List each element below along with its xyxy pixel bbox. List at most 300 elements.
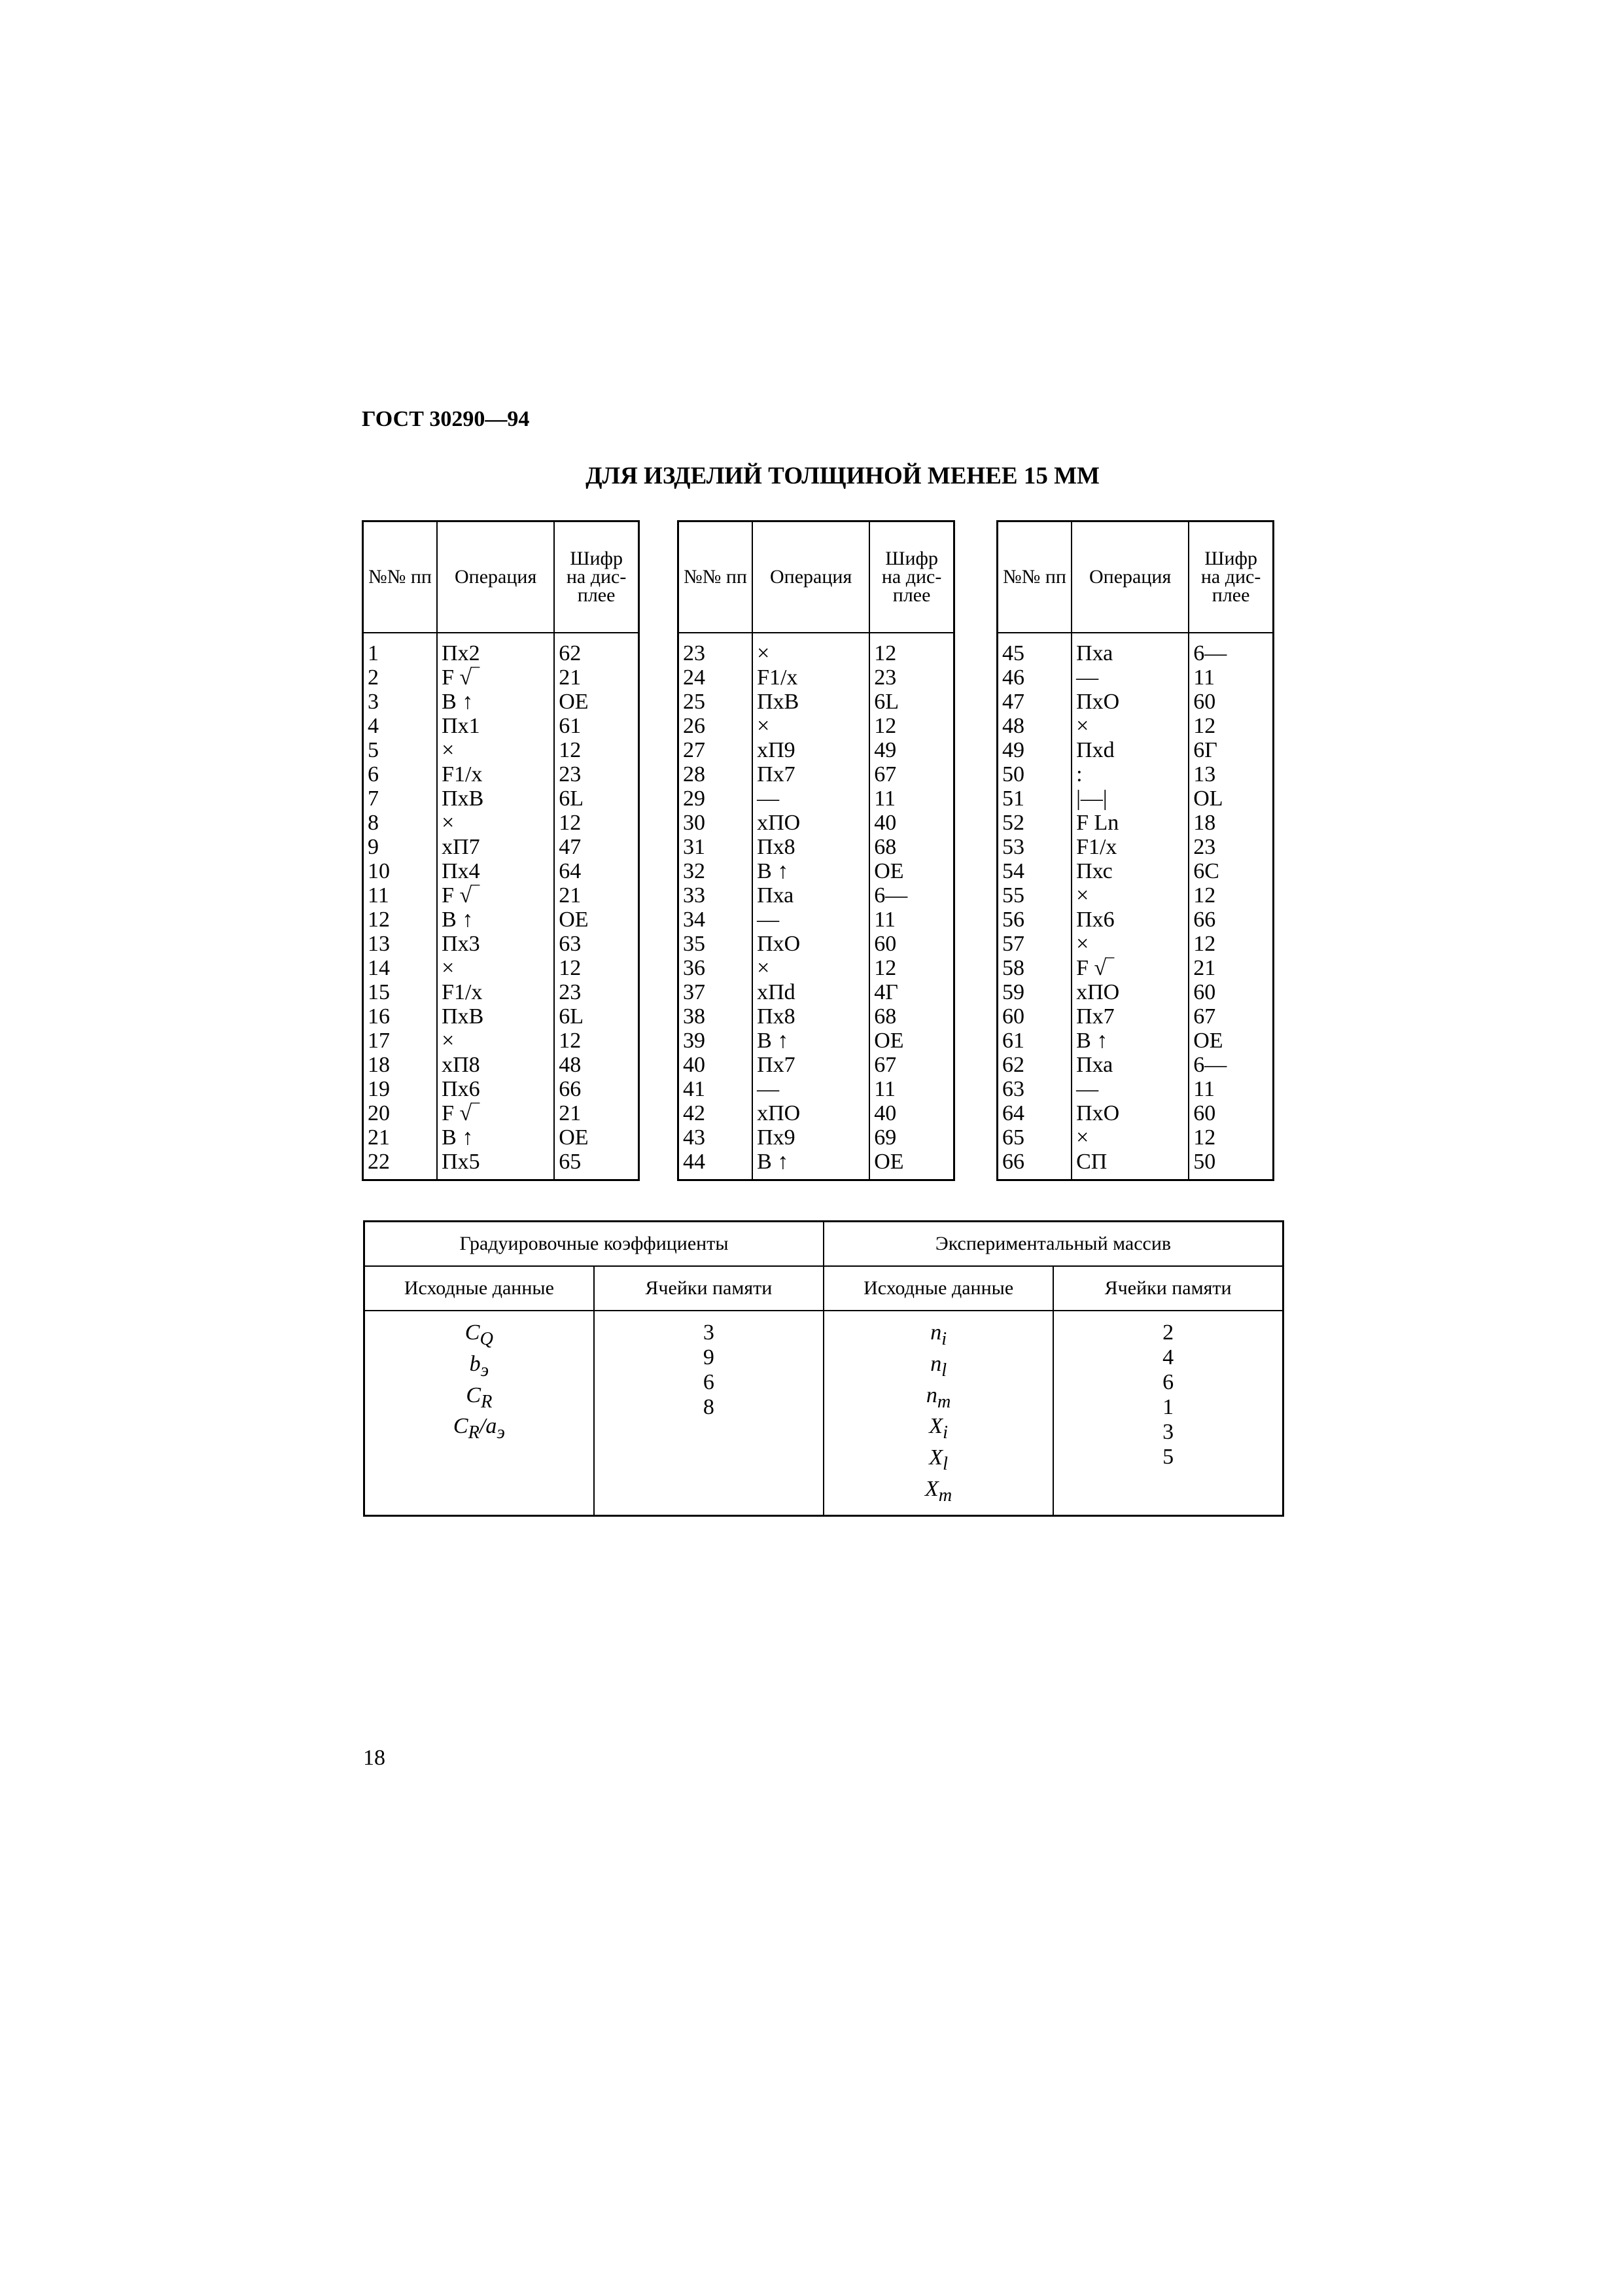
display-code: 12 <box>1189 932 1273 956</box>
operation: Пх7 <box>1072 1004 1189 1029</box>
table-row <box>998 1077 1274 1101</box>
table-row <box>363 932 639 956</box>
operation: Пха <box>752 883 869 908</box>
step-number: 56 <box>1002 908 1024 932</box>
table-row <box>363 1077 639 1101</box>
table-row <box>998 835 1274 859</box>
display-code: 12 <box>554 956 638 980</box>
display-code: 67 <box>1189 1004 1273 1029</box>
display-code: 21 <box>554 665 638 690</box>
table-row <box>363 859 639 883</box>
display-code: 66 <box>554 1077 638 1101</box>
operation: Пх9 <box>752 1125 869 1150</box>
display-code: ОЕ <box>554 690 638 714</box>
operation: Пх8 <box>752 835 869 859</box>
table-row <box>998 956 1274 980</box>
step-number: 8 <box>368 811 379 835</box>
coefficient-table <box>363 1220 1284 1517</box>
memory-cell: 8 <box>703 1395 714 1419</box>
operation: × <box>1072 932 1189 956</box>
display-code: 6L <box>554 786 638 811</box>
operation: × <box>752 633 869 665</box>
display-code: 49 <box>869 738 954 762</box>
step-number: 6 <box>368 762 379 786</box>
step-number: 61 <box>1002 1029 1024 1053</box>
table-row <box>678 1053 954 1077</box>
table-row <box>363 1150 639 1180</box>
operation: × <box>437 811 554 835</box>
display-code: 6— <box>1189 1053 1273 1077</box>
subheader-memory-cells: Ячейки памяти <box>594 1266 824 1311</box>
table-row <box>998 859 1274 883</box>
table-row <box>363 835 639 859</box>
experimental-cells <box>1053 1311 1283 1515</box>
operation: F Ln <box>1072 811 1189 835</box>
operation: — <box>1072 665 1189 690</box>
table-row <box>998 1004 1274 1029</box>
memory-cell: 6 <box>703 1370 714 1394</box>
display-code: ОЕ <box>554 908 638 932</box>
table-row <box>678 1101 954 1125</box>
operation: хП7 <box>437 835 554 859</box>
step-number: 39 <box>683 1029 705 1053</box>
table-row <box>363 738 639 762</box>
operation: В ↑ <box>437 690 554 714</box>
table-row <box>363 956 639 980</box>
step-number: 48 <box>1002 714 1024 738</box>
table-row <box>998 690 1274 714</box>
program-rows <box>678 633 954 1180</box>
variable-symbol: $C_R$ <box>466 1383 493 1412</box>
table-row <box>363 908 639 932</box>
display-code: 11 <box>869 786 954 811</box>
variable-symbol: $b_э$ <box>469 1351 489 1381</box>
display-code: ОЕ <box>1189 1029 1273 1053</box>
operation: Пха <box>1072 1053 1189 1077</box>
display-code: 21 <box>554 883 638 908</box>
step-number: 47 <box>1002 690 1024 714</box>
table-row <box>363 633 639 665</box>
operation: В ↑ <box>752 1029 869 1053</box>
step-number: 51 <box>1002 786 1024 811</box>
step-number: 46 <box>1002 665 1024 690</box>
table-row <box>998 1053 1274 1077</box>
col-header-num: №№ пп <box>998 521 1072 633</box>
table-row <box>998 1125 1274 1150</box>
operation: — <box>752 786 869 811</box>
display-code: 11 <box>869 1077 954 1101</box>
step-number: 27 <box>683 738 705 762</box>
memory-cell: 1 <box>1162 1395 1174 1419</box>
step-number: 60 <box>1002 1004 1024 1029</box>
display-code: 60 <box>869 932 954 956</box>
step-number: 66 <box>1002 1150 1024 1174</box>
operation: ПхВ <box>437 1004 554 1029</box>
step-number: 59 <box>1002 980 1024 1004</box>
col-header-num: №№ пп <box>678 521 753 633</box>
table-row <box>998 665 1274 690</box>
step-number: 43 <box>683 1125 705 1150</box>
step-number: 28 <box>683 762 705 786</box>
document-code: ГОСТ 30290—94 <box>362 407 530 431</box>
display-code: 61 <box>554 714 638 738</box>
step-number: 23 <box>683 641 705 665</box>
step-number: 32 <box>683 859 705 883</box>
step-number: 36 <box>683 956 705 980</box>
col-header-num: №№ пп <box>363 521 438 633</box>
operation: F √‾ <box>437 883 554 908</box>
variable-symbol: $n_m$ <box>926 1383 951 1412</box>
operation: хПd <box>752 980 869 1004</box>
subheader-memory-cells: Ячейки памяти <box>1053 1266 1283 1311</box>
operation: Пх4 <box>437 859 554 883</box>
step-number: 41 <box>683 1077 705 1101</box>
col-header-code: Шифр на дис- плее <box>869 521 954 633</box>
operation: F1/x <box>1072 835 1189 859</box>
step-number: 12 <box>368 908 390 932</box>
step-number: 3 <box>368 690 379 714</box>
operation: Пх7 <box>752 762 869 786</box>
table-row <box>678 714 954 738</box>
step-number: 19 <box>368 1077 390 1101</box>
step-number: 58 <box>1002 956 1024 980</box>
table-row <box>678 1029 954 1053</box>
variable-symbol: $C_Q$ <box>464 1320 493 1349</box>
operation: В ↑ <box>752 1150 869 1180</box>
table-row <box>998 633 1274 665</box>
group-header-calibration: Градуировочные коэффициенты <box>364 1222 824 1267</box>
table-row <box>363 1053 639 1077</box>
display-code: 18 <box>1189 811 1273 835</box>
operation: В ↑ <box>1072 1029 1189 1053</box>
step-number: 21 <box>368 1125 390 1150</box>
operation: ПхВ <box>437 786 554 811</box>
operation: Пха <box>1072 633 1189 665</box>
table-row <box>678 908 954 932</box>
table-row <box>678 811 954 835</box>
display-code: OL <box>1189 786 1273 811</box>
operation: × <box>752 714 869 738</box>
step-number: 55 <box>1002 883 1024 908</box>
table-row <box>363 980 639 1004</box>
step-number: 18 <box>368 1053 390 1077</box>
step-number: 9 <box>368 835 379 859</box>
table-row <box>998 1029 1274 1053</box>
display-code: 62 <box>554 633 638 665</box>
table-row <box>363 1101 639 1125</box>
operation: хПО <box>752 1101 869 1125</box>
table-row <box>678 1150 954 1180</box>
table-row <box>998 714 1274 738</box>
step-number: 5 <box>368 738 379 762</box>
step-number: 26 <box>683 714 705 738</box>
table-row <box>678 956 954 980</box>
operation: × <box>752 956 869 980</box>
operation: хП9 <box>752 738 869 762</box>
table-row <box>998 1150 1274 1180</box>
display-code: 12 <box>554 1029 638 1053</box>
display-code: 69 <box>869 1125 954 1150</box>
display-code: 12 <box>554 738 638 762</box>
operation: В ↑ <box>437 1125 554 1150</box>
display-code: 6— <box>1189 633 1273 665</box>
step-number: 25 <box>683 690 705 714</box>
display-code: 12 <box>554 811 638 835</box>
display-code: 23 <box>869 665 954 690</box>
display-code: 23 <box>554 762 638 786</box>
step-number: 34 <box>683 908 705 932</box>
page-number: 18 <box>363 1746 385 1770</box>
step-number: 64 <box>1002 1101 1024 1125</box>
operation: F √‾ <box>437 1101 554 1125</box>
variable-symbol: $C_R/a_э$ <box>453 1414 505 1443</box>
step-number: 4 <box>368 714 379 738</box>
calibration-cells <box>594 1311 824 1515</box>
operation: × <box>1072 714 1189 738</box>
table-row <box>678 762 954 786</box>
table-row <box>363 1029 639 1053</box>
memory-cell: 3 <box>1162 1420 1174 1444</box>
display-code: 21 <box>1189 956 1273 980</box>
table-row <box>363 883 639 908</box>
table-row <box>998 786 1274 811</box>
table-row <box>998 811 1274 835</box>
table-row <box>998 762 1274 786</box>
display-code: ОЕ <box>869 1150 954 1180</box>
table-row <box>678 1125 954 1150</box>
table-row <box>678 859 954 883</box>
step-number: 37 <box>683 980 705 1004</box>
table-row <box>363 1125 639 1150</box>
operation: Пх1 <box>437 714 554 738</box>
operation: ПхО <box>1072 1101 1189 1125</box>
memory-cell: 2 <box>1162 1320 1174 1345</box>
operation: F1/x <box>752 665 869 690</box>
step-number: 38 <box>683 1004 705 1029</box>
table-row <box>998 738 1274 762</box>
program-rows <box>998 633 1274 1180</box>
display-code: 6L <box>554 1004 638 1029</box>
display-code: 11 <box>1189 1077 1273 1101</box>
step-number: 42 <box>683 1101 705 1125</box>
step-number: 13 <box>368 932 390 956</box>
operation: Пх7 <box>752 1053 869 1077</box>
table-row <box>678 665 954 690</box>
display-code: 65 <box>554 1150 638 1180</box>
display-code: 4Г <box>869 980 954 1004</box>
display-code: ОЕ <box>869 1029 954 1053</box>
variable-symbol: $n_i$ <box>930 1320 947 1349</box>
display-code: 64 <box>554 859 638 883</box>
operation: В ↑ <box>437 908 554 932</box>
table-row <box>363 762 639 786</box>
table-row <box>678 786 954 811</box>
col-header-code: Шифр на дис- плее <box>1189 521 1273 633</box>
step-number: 22 <box>368 1150 390 1174</box>
step-number: 11 <box>368 883 389 908</box>
display-code: 47 <box>554 835 638 859</box>
step-number: 63 <box>1002 1077 1024 1101</box>
step-number: 33 <box>683 883 705 908</box>
table-row <box>998 883 1274 908</box>
display-code: 12 <box>869 714 954 738</box>
table-row <box>678 690 954 714</box>
operation: × <box>437 738 554 762</box>
step-number: 20 <box>368 1101 390 1125</box>
step-number: 31 <box>683 835 705 859</box>
operation: × <box>437 1029 554 1053</box>
display-code: 6Г <box>1189 738 1273 762</box>
operation: × <box>1072 1125 1189 1150</box>
variable-symbol: $X_i$ <box>929 1414 948 1443</box>
operation: : <box>1072 762 1189 786</box>
program-rows <box>363 633 639 1180</box>
step-number: 17 <box>368 1029 390 1053</box>
step-number: 35 <box>683 932 705 956</box>
operation: ПхО <box>1072 690 1189 714</box>
step-number: 16 <box>368 1004 390 1029</box>
step-number: 45 <box>1002 641 1024 665</box>
step-number: 10 <box>368 859 390 883</box>
display-code: 12 <box>1189 883 1273 908</box>
step-number: 57 <box>1002 932 1024 956</box>
operation: Пх6 <box>1072 908 1189 932</box>
step-number: 52 <box>1002 811 1024 835</box>
display-code: 66 <box>1189 908 1273 932</box>
table-row <box>363 690 639 714</box>
operation: — <box>752 1077 869 1101</box>
operation: Пхd <box>1072 738 1189 762</box>
step-number: 65 <box>1002 1125 1024 1150</box>
operation: Пх3 <box>437 932 554 956</box>
col-header-op: Операция <box>437 521 554 633</box>
table-row <box>363 714 639 738</box>
display-code: 23 <box>1189 835 1273 859</box>
step-number: 14 <box>368 956 390 980</box>
display-code: 13 <box>1189 762 1273 786</box>
operation: × <box>437 956 554 980</box>
variable-symbol: $X_l$ <box>929 1445 948 1474</box>
display-code: 63 <box>554 932 638 956</box>
program-table-1 <box>362 520 640 1181</box>
table-row <box>998 908 1274 932</box>
step-number: 7 <box>368 786 379 811</box>
display-code: 40 <box>869 1101 954 1125</box>
step-number: 40 <box>683 1053 705 1077</box>
step-number: 15 <box>368 980 390 1004</box>
operation: В ↑ <box>752 859 869 883</box>
table-row <box>363 1004 639 1029</box>
operation: Пх5 <box>437 1150 554 1180</box>
display-code: 67 <box>869 762 954 786</box>
operation: F1/x <box>437 980 554 1004</box>
step-number: 49 <box>1002 738 1024 762</box>
page-title: ДЛЯ ИЗДЕЛИЙ ТОЛЩИНОЙ МЕНЕЕ 15 ММ <box>585 463 1100 489</box>
display-code: 40 <box>869 811 954 835</box>
operation: |—| <box>1072 786 1189 811</box>
table-row <box>363 665 639 690</box>
operation: хПО <box>1072 980 1189 1004</box>
group-header-experimental: Экспериментальный массив <box>824 1222 1283 1267</box>
operation: F √‾ <box>1072 956 1189 980</box>
display-code: 12 <box>1189 1125 1273 1150</box>
display-code: 12 <box>1189 714 1273 738</box>
table-row <box>363 786 639 811</box>
operation: Пх2 <box>437 633 554 665</box>
col-header-op: Операция <box>752 521 869 633</box>
step-number: 54 <box>1002 859 1024 883</box>
display-code: 68 <box>869 1004 954 1029</box>
display-code: 6— <box>869 883 954 908</box>
display-code: 60 <box>1189 1101 1273 1125</box>
display-code: 21 <box>554 1101 638 1125</box>
operation: СП <box>1072 1150 1189 1180</box>
operation: ПхВ <box>752 690 869 714</box>
operation: × <box>1072 883 1189 908</box>
variable-symbol: $X_m$ <box>925 1476 952 1506</box>
memory-cell: 3 <box>703 1320 714 1345</box>
program-table-2 <box>677 520 955 1181</box>
operation: — <box>1072 1077 1189 1101</box>
table-row <box>678 1004 954 1029</box>
display-code: 67 <box>869 1053 954 1077</box>
display-code: ОЕ <box>869 859 954 883</box>
display-code: 12 <box>869 633 954 665</box>
display-code: 23 <box>554 980 638 1004</box>
operation: хПО <box>752 811 869 835</box>
subheader-source-data: Исходные данные <box>364 1266 594 1311</box>
experimental-symbols <box>824 1311 1053 1515</box>
memory-cell: 9 <box>703 1345 714 1369</box>
display-code: 11 <box>1189 665 1273 690</box>
step-number: 24 <box>683 665 705 690</box>
step-number: 2 <box>368 665 379 690</box>
operation: — <box>752 908 869 932</box>
display-code: 60 <box>1189 980 1273 1004</box>
col-header-op: Операция <box>1072 521 1189 633</box>
table-row <box>363 811 639 835</box>
table-row <box>998 1101 1274 1125</box>
display-code: 6С <box>1189 859 1273 883</box>
table-row <box>998 932 1274 956</box>
display-code: ОЕ <box>554 1125 638 1150</box>
step-number: 53 <box>1002 835 1024 859</box>
operation: Пхс <box>1072 859 1189 883</box>
program-table-3 <box>996 520 1274 1181</box>
step-number: 62 <box>1002 1053 1024 1077</box>
memory-cell: 6 <box>1162 1370 1174 1394</box>
calibration-symbols <box>364 1311 594 1515</box>
step-number: 44 <box>683 1150 705 1174</box>
operation: Пх8 <box>752 1004 869 1029</box>
display-code: 6L <box>869 690 954 714</box>
operation: F1/x <box>437 762 554 786</box>
memory-cell: 4 <box>1162 1345 1174 1369</box>
table-row <box>678 633 954 665</box>
table-row <box>678 932 954 956</box>
table-row <box>678 738 954 762</box>
operation: хП8 <box>437 1053 554 1077</box>
display-code: 68 <box>869 835 954 859</box>
table-row <box>678 1077 954 1101</box>
display-code: 12 <box>869 956 954 980</box>
operation: Пх6 <box>437 1077 554 1101</box>
step-number: 30 <box>683 811 705 835</box>
variable-symbol: $n_l$ <box>930 1351 947 1381</box>
table-row <box>678 980 954 1004</box>
step-number: 29 <box>683 786 705 811</box>
subheader-source-data: Исходные данные <box>824 1266 1053 1311</box>
